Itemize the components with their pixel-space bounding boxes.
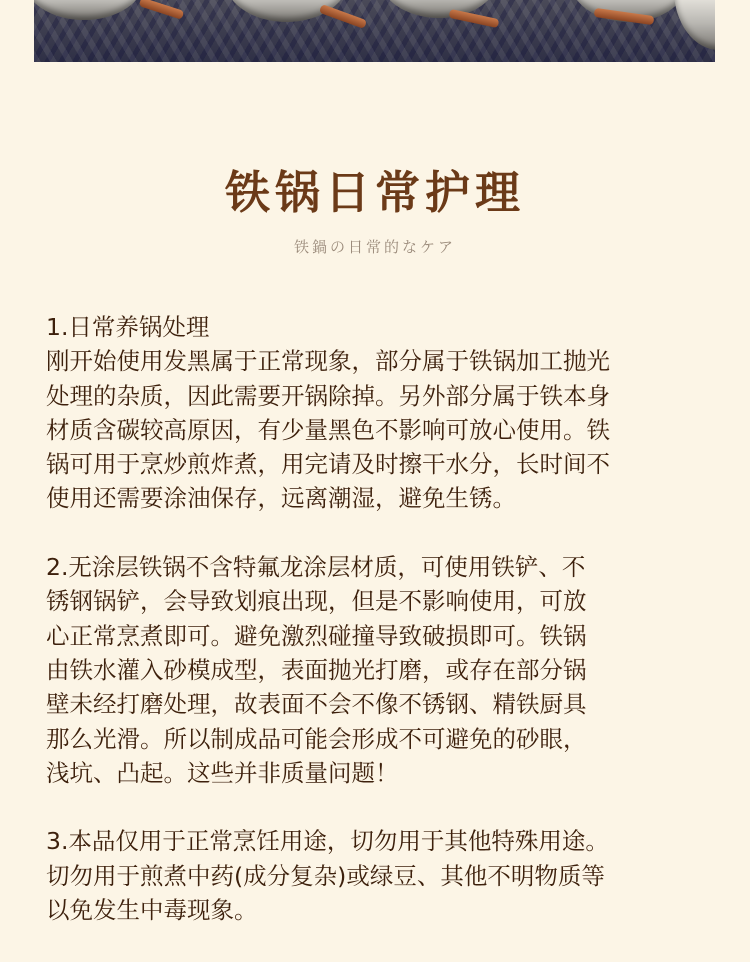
product-photo-banner [34,0,715,62]
paragraph-line: 材质含碳较高原因，有少量黑色不影响可放心使用。铁 [46,415,610,444]
paragraph-line: 壁未经打磨处理，故表面不会不像不锈钢、精铁厨具 [46,690,587,719]
paragraph-line: 处理的杂质，因此需要开锅除掉。另外部分属于铁本身 [46,381,610,410]
paragraph-line: 3.本品仅用于正常烹饪用途，切勿用于其他特殊用途。 [46,827,609,856]
section-daily-care [46,310,726,516]
paragraph-line: 锅可用于烹炒煎炸煮，用完请及时擦干水分，长时间不 [46,450,610,479]
paragraph-line: 心正常烹煮即可。避免激烈碰撞导致破损即可。铁锅 [46,621,587,650]
page-subtitle: 铁鍋の日常的なケア [293,238,456,256]
paragraph-line: 由铁水灌入砂模成型，表面抛光打磨，或存在部分锅 [46,655,587,684]
paragraph-line: 浅坑、凸起。这些并非质量问题！ [46,758,399,787]
paragraph-line: 刚开始使用发黑属于正常现象，部分属于铁锅加工抛光 [46,347,610,376]
section-usage-warning [46,824,726,927]
paragraph-line: 2.无涂层铁锅不含特氟龙涂层材质，可使用铁铲、不 [46,553,586,582]
paragraph-line: 使用还需要涂油保存，远离潮湿，避免生锈。 [46,484,516,513]
section-no-coating [46,550,726,790]
page-title: 铁锅日常护理 [224,166,525,219]
paragraph-line: 那么光滑。所以制成品可能会形成不可避免的砂眼， [46,724,587,753]
section-heading: 1.日常养锅处理 [46,313,210,341]
paragraph-line: 切勿用于煎煮中药(成分复杂)或绿豆、其他不明物质等 [46,861,605,890]
care-instructions [46,310,726,962]
paragraph-line: 锈钢锅铲，会导致划痕出现，但是不影响使用，可放 [46,587,587,616]
paragraph-line: 以免发生中毒现象。 [46,896,258,925]
